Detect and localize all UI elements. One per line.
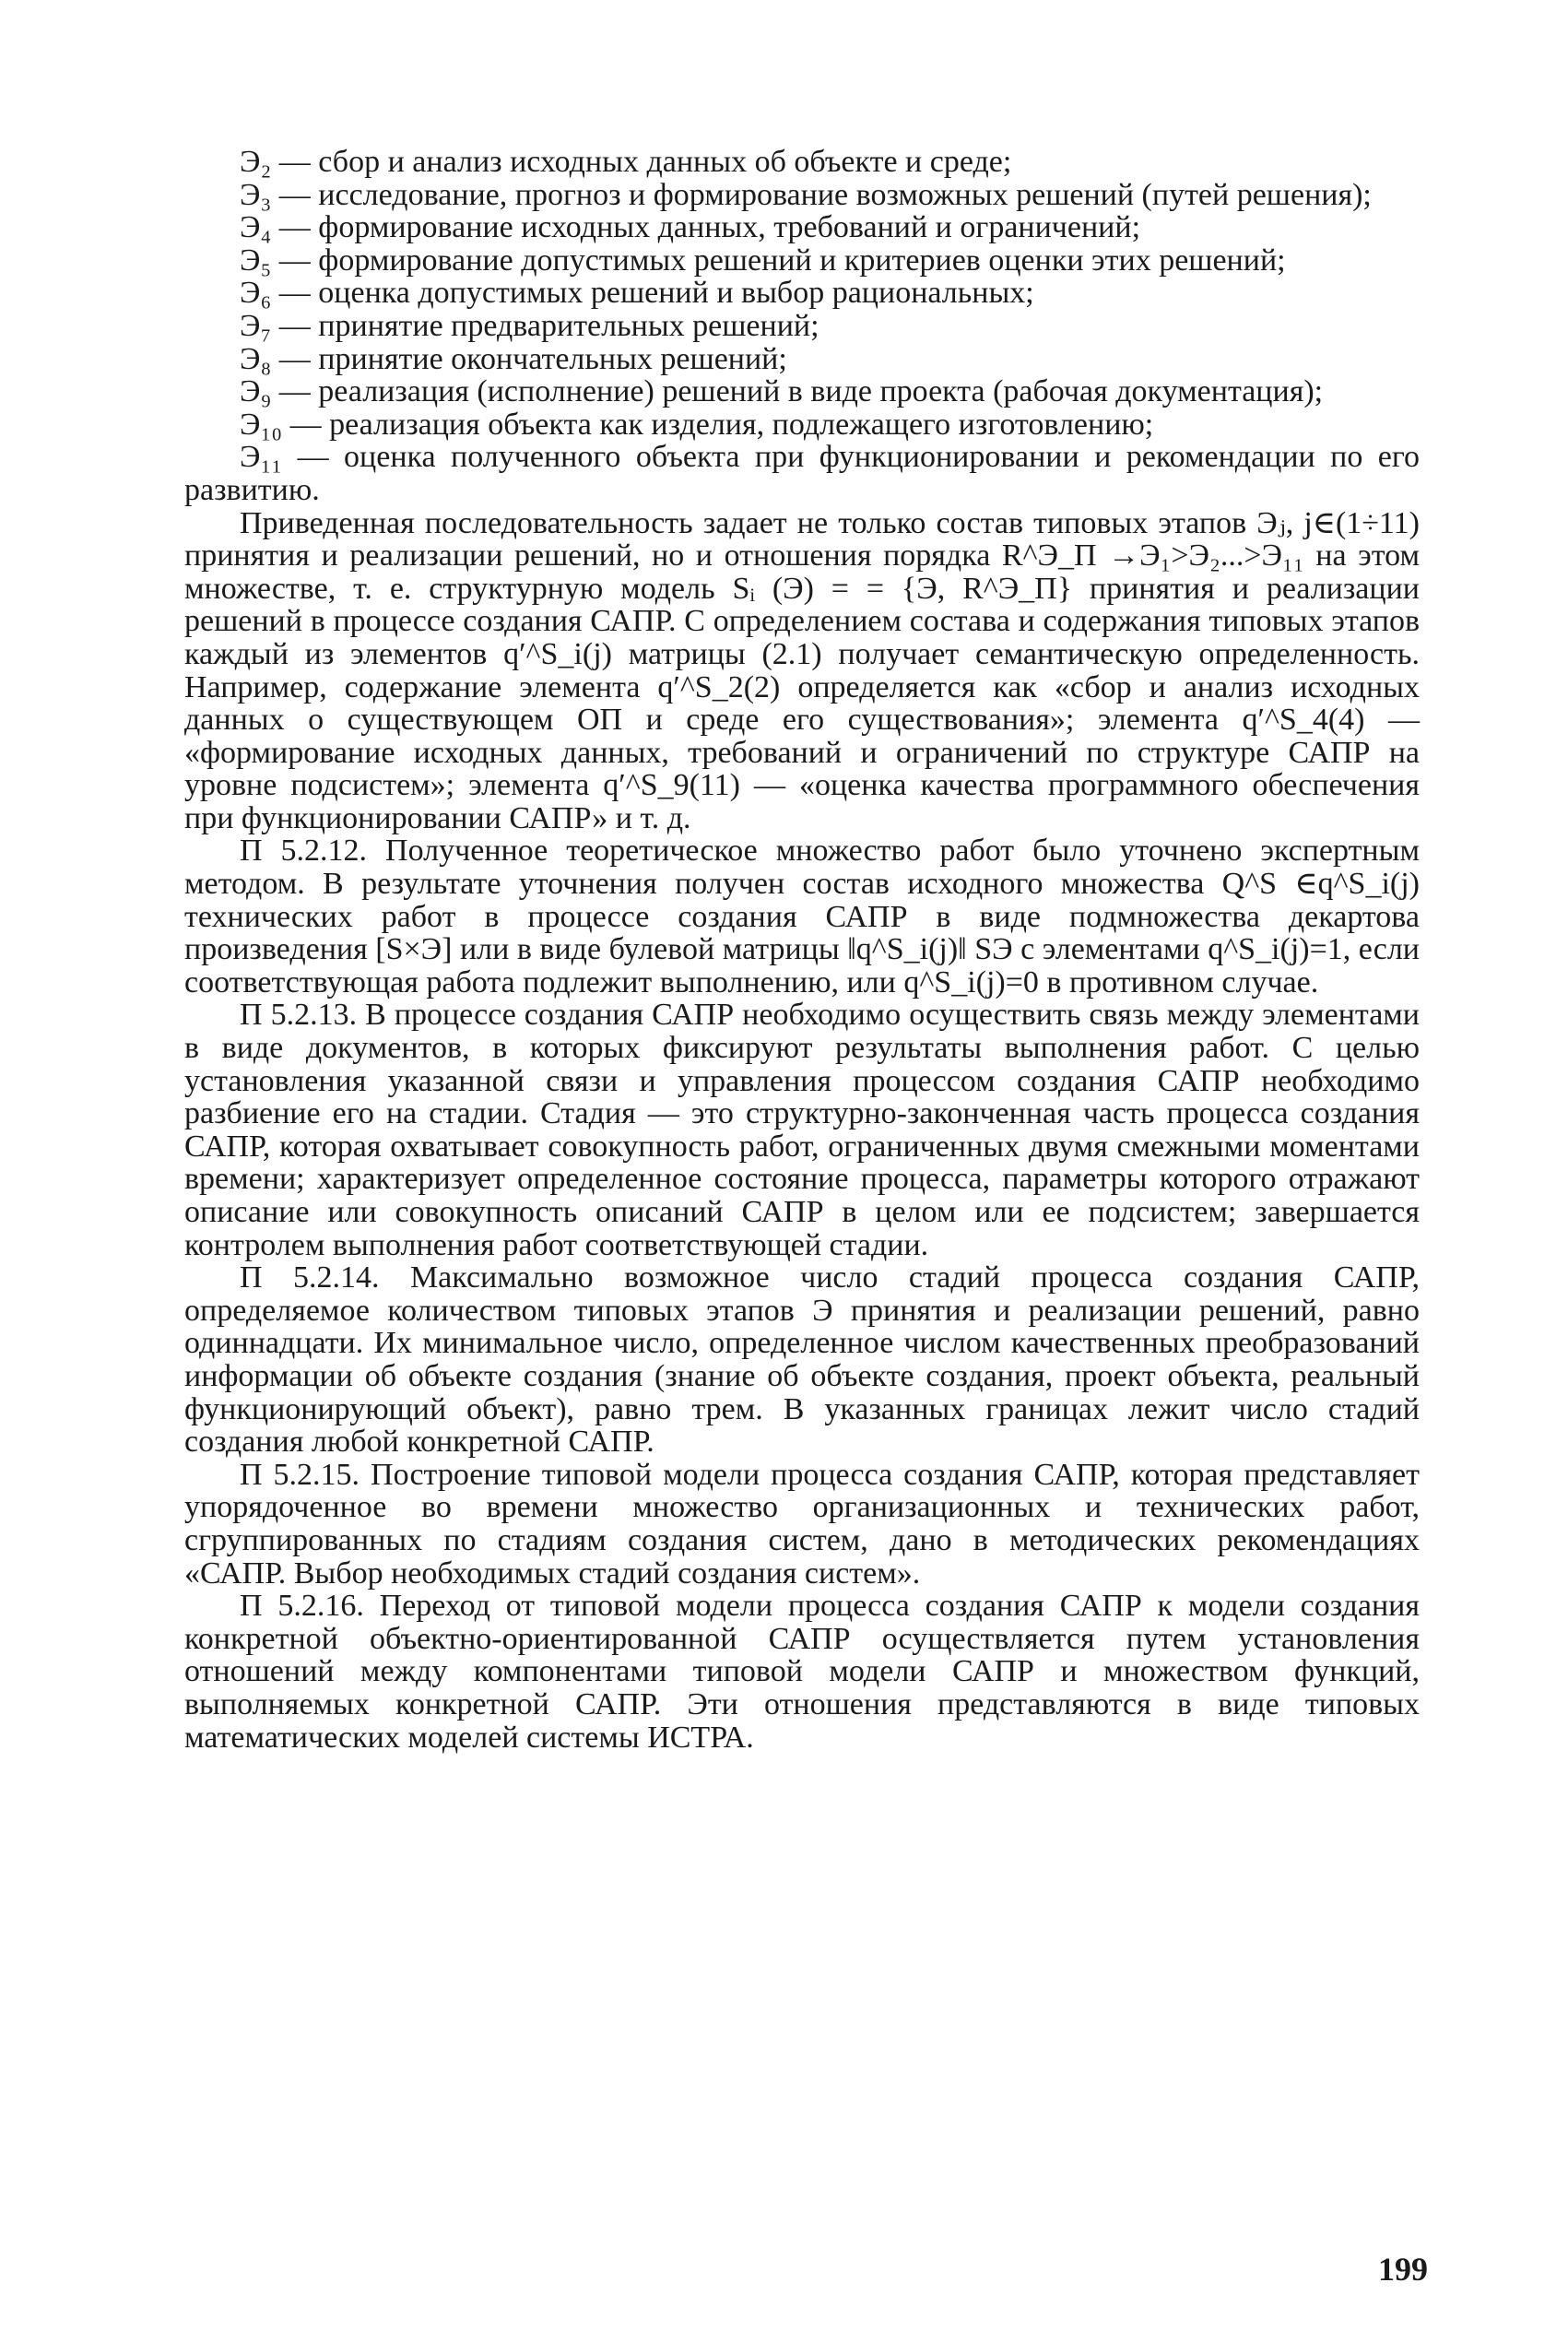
paragraph: П 5.2.16. Переход от типовой модели процесса создания САПР к модели создания конкретной объектно-ориентированной САПР осуществляется путем установления отношений между компонентами типовой модели САПР и множеством функций, выполняемых конкретной САПР. Эти отношения представляются в виде типовых математических моделей системы ИСТРА.	[184, 1589, 1420, 1755]
body-text	[184, 146, 1420, 1754]
page-number: 199	[1378, 2251, 1428, 2288]
paragraph: П 5.2.13. В процессе создания САПР необходимо осуществить связь между элементами в виде документов, в которых фиксируют результаты выполнения работ. С целью установления указанной связи и управления процессом создания САПР необходимо разбиение его на стадии. Стадия — это структурно-законченная часть процесса создания САПР, которая охватывает совокупность работ, ограниченных двумя смежными моментами времени; характеризует определенное состояние процесса, параметры которого отражают описание или совокупность описаний САПР в целом или ее подсистем; завершается контролем выполнения работ соответствующей стадии.	[184, 998, 1420, 1262]
paragraph: П 5.2.12. Полученное теоретическое множество работ было уточнено экспертным методом. В результате уточнения получен состав исходного множества Q^S ∈q^S_i(j) технических работ в процессе создания САПР в виде подмножества декартова произведения [S×Э] или в виде булевой матрицы ‖q^S_i(j)‖ SЭ с элементами q^S_i(j)=1, если соответствующая работа подлежит выполнению, или q^S_i(j)=0 в противном случае.	[184, 834, 1420, 999]
stage-item: Э₁₀ — реализация объекта как изделия, подлежащего изготовлению;	[240, 407, 1154, 442]
stage-item: Э₄ — формирование исходных данных, требований и ограничений;	[240, 210, 1141, 245]
paragraph: П 5.2.14. Максимально возможное число стадий процесса создания САПР, определяемое количеством типовых этапов Э принятия и реализации решений, равно одиннадцати. Их минимальное число, определенное числом качественных преобразований информации об объекте создания (знание об объекте создания, проект объекта, реальный функционирующий объект), равно трем. В указанных границах лежит число стадий создания любой конкретной САПР.	[184, 1260, 1420, 1460]
stage-item: Э₉ — реализация (исполнение) решений в виде проекта (рабочая документация);	[240, 374, 1324, 409]
stage-item: Э₅ — формирование допустимых решений и критериев оценки этих решений;	[240, 242, 1286, 278]
paragraph: П 5.2.15. Построение типовой модели процесса создания САПР, которая представляет упорядоченное во времени множество организационных и технических работ, сгруппированных по стадиям создания систем, дано в методических рекомендациях «САПР. Выбор необходимых стадий создания систем».	[184, 1457, 1420, 1591]
stage-item: Э₇ — принятие предварительных решений;	[240, 308, 819, 343]
stage-item: Э₂ — сбор и анализ исходных данных об объекте и среде;	[240, 145, 1012, 179]
stage-item: Э₁₁ — оценка полученного объекта при функционировании и рекомендации по его развитию.	[184, 440, 1420, 507]
paragraph: Приведенная последовательность задает не только состав типовых этапов Эⱼ, j∈(1÷11) принятия и реализации решений, но и отношения порядка R^Э_П →Э₁>Э₂...>Э₁₁ на этом множестве, т. е. структурную модель Sᵢ (Э) = = {Э, R^Э_П} принятия и реализации решений в процессе создания САПР. С определением состава и содержания типовых этапов каждый из элементов q′^S_i(j) матрицы (2.1) получает семантическую определенность. Например, содержание элемента q′^S_2(2) определяется как «сбор и анализ исходных данных о существующем ОП и среде его существования»; элемента q′^S_4(4) — «формирование исходных данных, требований и ограничений по структуре САПР на уровне подсистем»; элемента q′^S_9(11) — «оценка качества программного обеспечения при функционировании САПР» и т. д.	[184, 505, 1420, 835]
stage-item: Э₃ — исследование, прогноз и формирование возможных решений (путей решения);	[240, 177, 1372, 212]
stage-item: Э₆ — оценка допустимых решений и выбор рациональных;	[240, 276, 1034, 311]
stage-item: Э₈ — принятие окончательных решений;	[240, 341, 787, 376]
